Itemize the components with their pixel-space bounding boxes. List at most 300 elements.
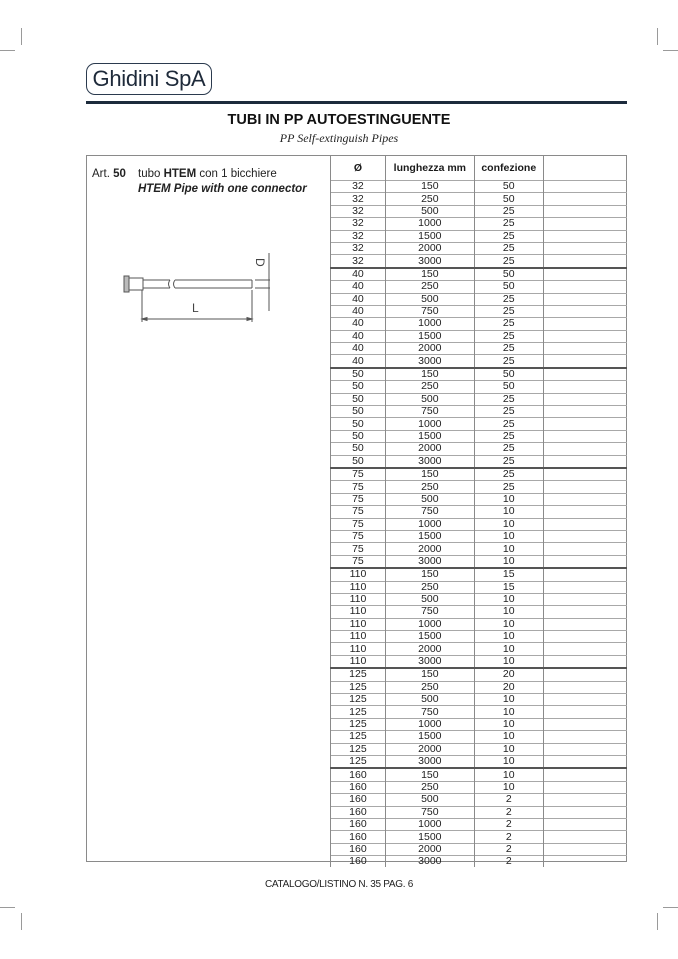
- table-row: [331, 468, 628, 481]
- cell-length: 150: [385, 268, 474, 281]
- cell-length: 1500: [385, 731, 474, 743]
- cell-package: 25: [474, 230, 543, 242]
- cell-package: 10: [474, 643, 543, 655]
- table-row: [331, 743, 628, 755]
- cell-diameter: 75: [331, 518, 386, 530]
- table-row: [331, 481, 628, 493]
- cell-package: 2: [474, 831, 543, 843]
- table-header-row: [331, 155, 628, 181]
- table-row: [331, 731, 628, 743]
- cell-diameter: 32: [331, 205, 386, 217]
- table-row: [331, 593, 628, 605]
- cell-length: 500: [385, 393, 474, 405]
- cell-price: [543, 318, 627, 330]
- cell-diameter: 125: [331, 731, 386, 743]
- cell-length: 500: [385, 593, 474, 605]
- cell-length: 2000: [385, 643, 474, 655]
- cell-length: 3000: [385, 455, 474, 468]
- cell-package: 25: [474, 343, 543, 355]
- cell-diameter: 110: [331, 631, 386, 643]
- cell-length: 2000: [385, 343, 474, 355]
- cell-package: 25: [474, 305, 543, 317]
- table-row: [331, 430, 628, 442]
- cell-diameter: 50: [331, 418, 386, 430]
- cell-package: 10: [474, 694, 543, 706]
- cell-price: [543, 818, 627, 830]
- cell-length: 250: [385, 781, 474, 793]
- cell-length: 750: [385, 305, 474, 317]
- table-row: [331, 230, 628, 242]
- cell-diameter: 32: [331, 193, 386, 205]
- cell-price: [543, 393, 627, 405]
- cell-diameter: 40: [331, 268, 386, 281]
- cell-price: [543, 856, 627, 868]
- table-row: [331, 755, 628, 768]
- table-row: [331, 268, 628, 281]
- table-row: [331, 255, 628, 268]
- cell-package: 10: [474, 743, 543, 755]
- cell-diameter: 40: [331, 318, 386, 330]
- col-header-diameter: Ø: [331, 155, 386, 181]
- cell-length: 150: [385, 768, 474, 781]
- cell-diameter: 110: [331, 606, 386, 618]
- cell-diameter: 160: [331, 818, 386, 830]
- crop-mark: [21, 28, 22, 45]
- dimension-diameter-label: D: [253, 258, 267, 267]
- table-row: [331, 555, 628, 568]
- cell-length: 500: [385, 205, 474, 217]
- cell-price: [543, 606, 627, 618]
- cell-package: 25: [474, 293, 543, 305]
- cell-length: 150: [385, 668, 474, 681]
- cell-diameter: 75: [331, 493, 386, 505]
- cell-diameter: 110: [331, 581, 386, 593]
- cell-diameter: 32: [331, 255, 386, 268]
- cell-price: [543, 218, 627, 230]
- table-row: [331, 330, 628, 342]
- cell-package: 2: [474, 843, 543, 855]
- cell-length: 250: [385, 581, 474, 593]
- cell-diameter: 50: [331, 381, 386, 393]
- art-label: Art.: [92, 168, 110, 180]
- page-subtitle: PP Self-extinguish Pipes: [279, 131, 399, 145]
- cell-price: [543, 593, 627, 605]
- cell-price: [543, 455, 627, 468]
- cell-diameter: 40: [331, 281, 386, 293]
- cell-price: [543, 731, 627, 743]
- cell-price: [543, 443, 627, 455]
- cell-diameter: 40: [331, 343, 386, 355]
- cell-length: 750: [385, 706, 474, 718]
- product-description: [92, 167, 307, 197]
- cell-package: 10: [474, 506, 543, 518]
- cell-price: [543, 468, 627, 481]
- cell-diameter: 32: [331, 242, 386, 254]
- cell-length: 250: [385, 481, 474, 493]
- table-row: [331, 242, 628, 254]
- cell-price: [543, 193, 627, 205]
- cell-diameter: 40: [331, 293, 386, 305]
- table-row: [331, 305, 628, 317]
- cell-length: 3000: [385, 655, 474, 668]
- table-row: [331, 455, 628, 468]
- table-row: [331, 806, 628, 818]
- cell-length: 1000: [385, 618, 474, 630]
- cell-length: 250: [385, 681, 474, 693]
- cell-diameter: 125: [331, 755, 386, 768]
- table-row: [331, 794, 628, 806]
- page-title: TUBI IN PP AUTOESTINGUENTE: [227, 112, 451, 128]
- cell-package: 10: [474, 543, 543, 555]
- cell-length: 500: [385, 694, 474, 706]
- cell-package: 10: [474, 731, 543, 743]
- col-header-length: lunghezza mm: [385, 155, 474, 181]
- cell-price: [543, 631, 627, 643]
- cell-package: 50: [474, 193, 543, 205]
- cell-price: [543, 518, 627, 530]
- cell-package: 10: [474, 631, 543, 643]
- cell-package: 25: [474, 481, 543, 493]
- cell-price: [543, 230, 627, 242]
- cell-package: 25: [474, 318, 543, 330]
- cell-length: 250: [385, 381, 474, 393]
- cell-diameter: 125: [331, 706, 386, 718]
- table-row: [331, 781, 628, 793]
- cell-price: [543, 581, 627, 593]
- cell-price: [543, 406, 627, 418]
- cell-price: [543, 493, 627, 505]
- table-row: [331, 818, 628, 830]
- cell-length: 2000: [385, 843, 474, 855]
- cell-diameter: 32: [331, 181, 386, 193]
- cell-package: 25: [474, 205, 543, 217]
- table-row: [331, 381, 628, 393]
- cell-price: [543, 355, 627, 368]
- cell-price: [543, 255, 627, 268]
- cell-price: [543, 781, 627, 793]
- table-row: [331, 355, 628, 368]
- desc-suffix: con 1 bicchiere: [199, 168, 277, 180]
- table-row: [331, 218, 628, 230]
- table-row: [331, 581, 628, 593]
- cell-length: 500: [385, 493, 474, 505]
- table-row: [331, 343, 628, 355]
- cell-length: 2000: [385, 242, 474, 254]
- dimension-length-label: L: [192, 301, 199, 315]
- cell-package: 25: [474, 242, 543, 254]
- cell-package: 25: [474, 443, 543, 455]
- table-row: [331, 843, 628, 855]
- cell-length: 3000: [385, 755, 474, 768]
- cell-diameter: 110: [331, 643, 386, 655]
- cell-diameter: 125: [331, 694, 386, 706]
- cell-package: 25: [474, 393, 543, 405]
- cell-price: [543, 681, 627, 693]
- table-row: [331, 418, 628, 430]
- desc-prefix: tubo: [138, 168, 161, 180]
- table-row: [331, 393, 628, 405]
- cell-package: 10: [474, 606, 543, 618]
- table-row: [331, 518, 628, 530]
- pipe-diagram: [100, 240, 290, 330]
- cell-length: 2000: [385, 743, 474, 755]
- cell-diameter: 160: [331, 806, 386, 818]
- cell-length: 1500: [385, 631, 474, 643]
- cell-package: 10: [474, 493, 543, 505]
- pipe-table: [330, 155, 627, 867]
- table-row: [331, 530, 628, 542]
- cell-package: 10: [474, 768, 543, 781]
- cell-price: [543, 618, 627, 630]
- table-row: [331, 706, 628, 718]
- cell-diameter: 110: [331, 618, 386, 630]
- table-row: [331, 643, 628, 655]
- cell-diameter: 110: [331, 655, 386, 668]
- cell-diameter: 32: [331, 218, 386, 230]
- cell-length: 150: [385, 468, 474, 481]
- cell-diameter: 50: [331, 406, 386, 418]
- cell-length: 1500: [385, 330, 474, 342]
- crop-mark: [663, 50, 678, 51]
- cell-diameter: 50: [331, 393, 386, 405]
- cell-length: 2000: [385, 543, 474, 555]
- cell-price: [543, 794, 627, 806]
- cell-price: [543, 181, 627, 193]
- cell-diameter: 75: [331, 506, 386, 518]
- cell-diameter: 50: [331, 455, 386, 468]
- cell-diameter: 160: [331, 856, 386, 868]
- cell-length: 150: [385, 568, 474, 581]
- page-footer: CATALOGO/LISTINO N. 35 PAG. 6: [264, 879, 413, 890]
- cell-diameter: 50: [331, 430, 386, 442]
- cell-price: [543, 205, 627, 217]
- table-row: [331, 181, 628, 193]
- cell-diameter: 160: [331, 768, 386, 781]
- cell-length: 3000: [385, 555, 474, 568]
- cell-length: 750: [385, 406, 474, 418]
- cell-package: 2: [474, 856, 543, 868]
- cell-package: 25: [474, 406, 543, 418]
- cell-diameter: 75: [331, 481, 386, 493]
- table-row: [331, 543, 628, 555]
- cell-price: [543, 343, 627, 355]
- cell-price: [543, 281, 627, 293]
- cell-price: [543, 268, 627, 281]
- cell-price: [543, 543, 627, 555]
- table-row: [331, 606, 628, 618]
- cell-price: [543, 718, 627, 730]
- crop-mark: [657, 28, 658, 45]
- cell-length: 1500: [385, 530, 474, 542]
- cell-price: [543, 668, 627, 681]
- cell-price: [543, 755, 627, 768]
- cell-diameter: 40: [331, 305, 386, 317]
- cell-diameter: 125: [331, 668, 386, 681]
- cell-length: 500: [385, 794, 474, 806]
- cell-length: 3000: [385, 856, 474, 868]
- cell-length: 1500: [385, 430, 474, 442]
- crop-mark: [657, 913, 658, 930]
- cell-length: 250: [385, 193, 474, 205]
- cell-price: [543, 430, 627, 442]
- cell-package: 10: [474, 530, 543, 542]
- cell-length: 1000: [385, 218, 474, 230]
- cell-diameter: 125: [331, 718, 386, 730]
- cell-price: [543, 568, 627, 581]
- cell-package: 10: [474, 781, 543, 793]
- header-rule: [86, 101, 627, 104]
- cell-package: 2: [474, 794, 543, 806]
- cell-package: 10: [474, 593, 543, 605]
- cell-diameter: 40: [331, 355, 386, 368]
- cell-price: [543, 768, 627, 781]
- cell-price: [543, 743, 627, 755]
- table-row: [331, 281, 628, 293]
- cell-package: 25: [474, 418, 543, 430]
- crop-mark: [0, 50, 15, 51]
- cell-package: 20: [474, 668, 543, 681]
- cell-package: 50: [474, 368, 543, 381]
- table-row: [331, 568, 628, 581]
- cell-diameter: 75: [331, 555, 386, 568]
- cell-price: [543, 418, 627, 430]
- cell-package: 25: [474, 355, 543, 368]
- table-row: [331, 443, 628, 455]
- crop-mark: [663, 907, 678, 908]
- cell-price: [543, 843, 627, 855]
- cell-diameter: 32: [331, 230, 386, 242]
- cell-package: 10: [474, 655, 543, 668]
- cell-length: 750: [385, 506, 474, 518]
- table-row: [331, 718, 628, 730]
- cell-length: 250: [385, 281, 474, 293]
- cell-length: 1500: [385, 230, 474, 242]
- cell-package: 25: [474, 455, 543, 468]
- cell-package: 10: [474, 706, 543, 718]
- cell-length: 750: [385, 806, 474, 818]
- cell-length: 1000: [385, 518, 474, 530]
- cell-price: [543, 530, 627, 542]
- cell-diameter: 110: [331, 593, 386, 605]
- cell-diameter: 160: [331, 843, 386, 855]
- cell-diameter: 125: [331, 681, 386, 693]
- cell-price: [543, 831, 627, 843]
- cell-package: 15: [474, 581, 543, 593]
- table-row: [331, 193, 628, 205]
- cell-price: [543, 481, 627, 493]
- table-row: [331, 406, 628, 418]
- cell-diameter: 125: [331, 743, 386, 755]
- desc-bold: HTEM: [163, 168, 197, 180]
- cell-package: 10: [474, 555, 543, 568]
- cell-package: 50: [474, 381, 543, 393]
- table-row: [331, 631, 628, 643]
- cell-package: 15: [474, 568, 543, 581]
- cell-length: 1000: [385, 718, 474, 730]
- table-row: [331, 618, 628, 630]
- cell-price: [543, 694, 627, 706]
- cell-length: 1000: [385, 318, 474, 330]
- table-row: [331, 493, 628, 505]
- cell-package: 10: [474, 755, 543, 768]
- table-row: [331, 368, 628, 381]
- table-row: [331, 668, 628, 681]
- crop-mark: [0, 907, 15, 908]
- cell-length: 150: [385, 368, 474, 381]
- cell-length: 1500: [385, 831, 474, 843]
- cell-diameter: 110: [331, 568, 386, 581]
- col-header-package: confezione: [474, 155, 543, 181]
- cell-package: 25: [474, 430, 543, 442]
- cell-length: 750: [385, 606, 474, 618]
- cell-diameter: 50: [331, 368, 386, 381]
- cell-price: [543, 330, 627, 342]
- cell-price: [543, 706, 627, 718]
- table-row: [331, 681, 628, 693]
- cell-package: 10: [474, 718, 543, 730]
- description-english: HTEM Pipe with one connector: [138, 183, 307, 195]
- table-row: [331, 831, 628, 843]
- cell-diameter: 160: [331, 794, 386, 806]
- table-row: [331, 655, 628, 668]
- cell-length: 3000: [385, 255, 474, 268]
- cell-length: 1000: [385, 418, 474, 430]
- table-row: [331, 856, 628, 868]
- art-number: 50: [113, 168, 126, 180]
- cell-package: 10: [474, 618, 543, 630]
- cell-length: 500: [385, 293, 474, 305]
- cell-length: 2000: [385, 443, 474, 455]
- cell-diameter: 50: [331, 443, 386, 455]
- cell-price: [543, 242, 627, 254]
- description-italian: [92, 167, 307, 182]
- table-row: [331, 318, 628, 330]
- cell-price: [543, 381, 627, 393]
- table-row: [331, 293, 628, 305]
- cell-package: 50: [474, 181, 543, 193]
- company-logo: Ghidini SpA: [86, 63, 212, 95]
- cell-package: 25: [474, 468, 543, 481]
- cell-package: 10: [474, 518, 543, 530]
- cell-diameter: 40: [331, 330, 386, 342]
- cell-diameter: 160: [331, 831, 386, 843]
- cell-package: 25: [474, 330, 543, 342]
- cell-price: [543, 293, 627, 305]
- cell-diameter: 160: [331, 781, 386, 793]
- cell-diameter: 75: [331, 468, 386, 481]
- table-row: [331, 205, 628, 217]
- cell-price: [543, 806, 627, 818]
- table-row: [331, 506, 628, 518]
- cell-package: 25: [474, 218, 543, 230]
- crop-mark: [21, 913, 22, 930]
- cell-length: 3000: [385, 355, 474, 368]
- cell-price: [543, 305, 627, 317]
- table-row: [331, 768, 628, 781]
- cell-package: 2: [474, 818, 543, 830]
- cell-package: 50: [474, 268, 543, 281]
- table-row: [331, 694, 628, 706]
- cell-package: 50: [474, 281, 543, 293]
- cell-price: [543, 555, 627, 568]
- cell-price: [543, 368, 627, 381]
- cell-package: 2: [474, 806, 543, 818]
- cell-price: [543, 655, 627, 668]
- cell-diameter: 75: [331, 543, 386, 555]
- col-header-price: [543, 155, 627, 181]
- cell-length: 150: [385, 181, 474, 193]
- cell-length: 1000: [385, 818, 474, 830]
